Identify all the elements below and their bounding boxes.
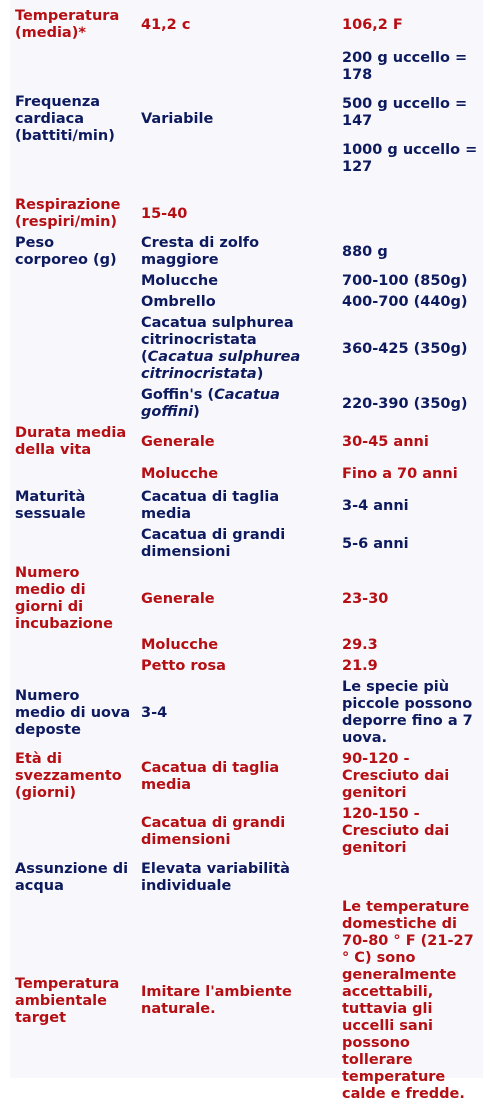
row-detail: Cacatua di taglia media xyxy=(141,489,280,522)
row-detail: 15-40 xyxy=(141,205,188,222)
row-detail: Generale xyxy=(141,590,215,607)
row-detail: Molucche xyxy=(141,273,219,289)
table-row xyxy=(10,233,483,271)
table-row xyxy=(10,6,483,44)
row-value: 200 g uccello = 178 xyxy=(342,50,468,83)
row-value: 106,2 F xyxy=(342,16,403,33)
table-row xyxy=(10,195,483,233)
row-detail: Goffin's (Cacatua goffini) xyxy=(141,387,280,420)
row-value: 220-390 (350g) xyxy=(342,395,468,412)
row-value: 21.9 xyxy=(342,658,378,674)
row-detail: Cacatua di grandi dimensioni xyxy=(141,814,286,848)
table-row xyxy=(10,461,483,487)
row-value xyxy=(337,859,483,897)
table-row xyxy=(10,292,483,313)
row-value: 3-4 anni xyxy=(342,497,409,514)
row-value: 23-30 xyxy=(342,590,389,607)
bird-care-table xyxy=(10,6,483,1105)
table-row xyxy=(10,804,483,859)
table-row xyxy=(10,313,483,385)
table-row xyxy=(10,677,483,749)
row-value: 29.3 xyxy=(342,637,378,653)
table-row xyxy=(10,487,483,525)
row-label: Frequenza cardiaca (battiti/min) xyxy=(15,94,115,144)
row-detail: 41,2 c xyxy=(141,16,191,33)
row-detail: Cresta di zolfo maggiore xyxy=(141,235,260,268)
row-value: 90-120 - Cresciuto dai genitori xyxy=(342,751,450,801)
table-row xyxy=(10,656,483,677)
row-value: 700-100 (850g) xyxy=(342,273,468,289)
row-detail: Molucche xyxy=(141,637,219,653)
row-label: Età di svezzamento (giorni) xyxy=(15,751,122,801)
row-detail: Cacatua sulphurea citrinocristata (Cacatua sulphurea citrinocristata) xyxy=(141,315,301,382)
table-row xyxy=(10,44,483,90)
row-value: 360-425 (350g) xyxy=(342,340,468,357)
table-row xyxy=(10,897,483,1105)
row-value: 120-150 - Cresciuto dai genitori xyxy=(342,806,450,856)
table-row xyxy=(10,859,483,897)
row-value: Fino a 70 anni xyxy=(342,465,458,482)
row-detail: Petto rosa xyxy=(141,658,226,674)
row-detail: Elevata variabilità individuale xyxy=(141,861,290,894)
table-row xyxy=(10,385,483,423)
row-detail: Imitare l'ambiente naturale. xyxy=(141,984,292,1017)
row-value: 30-45 anni xyxy=(342,433,429,450)
table-row xyxy=(10,525,483,563)
row-value: 880 g xyxy=(342,243,388,260)
row-label: Numero medio di uova deposte xyxy=(15,687,131,738)
row-value: 400-700 (440g) xyxy=(342,294,468,310)
row-value: 5-6 anni xyxy=(342,535,409,552)
row-detail: Cacatua di grandi dimensioni xyxy=(141,527,286,560)
row-detail: Generale xyxy=(141,433,215,450)
row-label: Durata media della vita xyxy=(15,425,127,458)
page-background xyxy=(10,0,483,1102)
table-row xyxy=(10,423,483,461)
table-row xyxy=(10,749,483,804)
row-detail: Variabile xyxy=(141,111,214,127)
row-label: Maturità sessuale xyxy=(15,489,86,522)
row-label: Temperatura ambientale target xyxy=(15,975,120,1026)
row-detail: Ombrello xyxy=(141,294,216,310)
row-value: Le temperature domestiche di 70-80 ° F (21-27 ° C) sono generalmente accettabili, tuttavia gli uccelli sani possono tollerare temperature calde e fredde. xyxy=(342,899,474,1102)
row-value: Le specie più piccole possono deporre fino a 7 uova. xyxy=(342,679,473,746)
row-label: Temperatura (media)* xyxy=(15,8,120,41)
table-row xyxy=(10,635,483,656)
row-label: Peso corporeo (g) xyxy=(15,235,117,268)
row-detail: Molucche xyxy=(141,465,219,482)
row-value: 1000 g uccello = 127 xyxy=(342,142,478,175)
row-label: Respirazione (respiri/min) xyxy=(15,197,121,230)
row-value xyxy=(337,195,483,233)
table-row xyxy=(10,563,483,635)
row-label: Numero medio di giorni di incubazione xyxy=(15,565,113,632)
row-detail: Cacatua di taglia media xyxy=(141,759,280,793)
table-row xyxy=(10,271,483,292)
row-detail: 3-4 xyxy=(141,704,168,721)
row-value: 500 g uccello = 147 xyxy=(342,96,468,129)
row-label: Assunzione di acqua xyxy=(15,861,129,894)
